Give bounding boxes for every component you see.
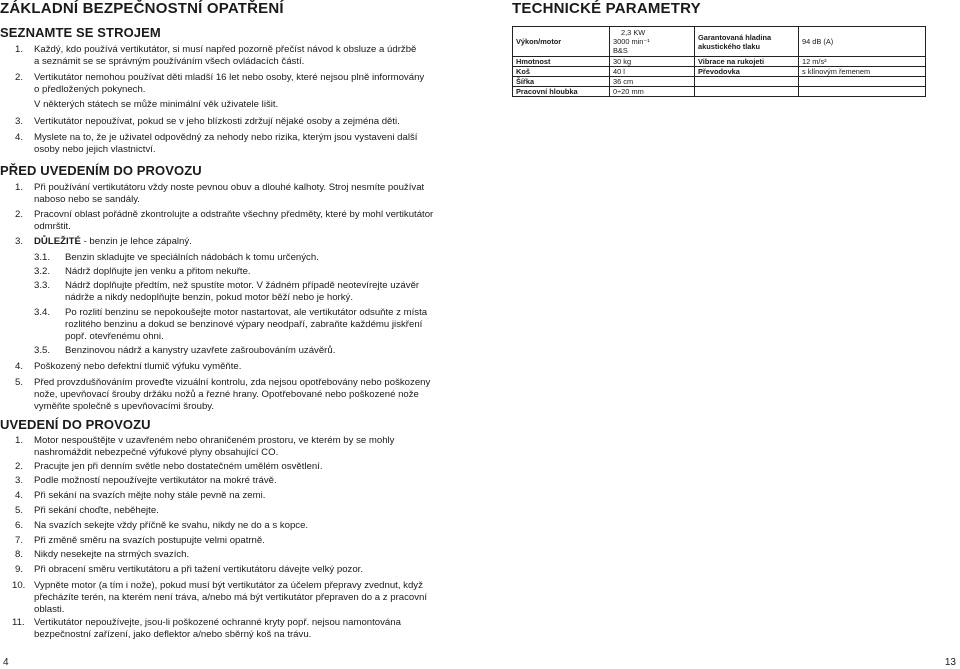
table-cell: Šířka [513,77,610,87]
table-cell: 30 kg [610,57,695,67]
page-title: ZÁKLADNÍ BEZPEČNOSTNÍ OPATŘENÍ [0,0,284,17]
specs-table [512,26,926,97]
table-cell-empty [695,87,799,97]
table-row [513,67,926,77]
section-heading-operation: UVEDENÍ DO PROVOZU [0,417,151,432]
table-cell: 2,3 KW 3000 min⁻¹ B&S [610,27,695,57]
table-cell: Pracovní hloubka [513,87,610,97]
table-cell: 40 l [610,67,695,77]
list-item-note: V některých státech se může minimální věk uživatele lišit. [34,99,279,110]
specs-title: TECHNICKÉ PARAMETRY [512,0,701,17]
table-row [513,57,926,67]
table-cell: Výkon/motor [513,27,610,57]
table-cell-empty [695,77,799,87]
section-heading-before-operation: PŘED UVEDENÍM DO PROVOZU [0,163,202,178]
table-cell: 94 dB (A) [799,27,926,57]
table-cell: 0÷20 mm [610,87,695,97]
table-cell: 12 m/s² [799,57,926,67]
table-cell: Hmotnost [513,57,610,67]
page-number-left: 4 [3,657,9,668]
table-row [513,27,926,57]
table-cell-empty [799,87,926,97]
table-row [513,77,926,87]
table-row [513,87,926,97]
table-cell: Vibrace na rukojeti [695,57,799,67]
table-cell: s klínovým řemenem [799,67,926,77]
section-heading-know-machine: SEZNAMTE SE STROJEM [0,25,161,40]
important-label: DŮLEŽITÉ [34,236,81,247]
table-cell: Koš [513,67,610,77]
table-cell: Garantovaná hladina akustického tlaku [695,27,799,57]
page-number-right: 13 [944,657,956,668]
table-cell: Převodovka [695,67,799,77]
table-cell-empty [799,77,926,87]
table-cell: 36 cm [610,77,695,87]
